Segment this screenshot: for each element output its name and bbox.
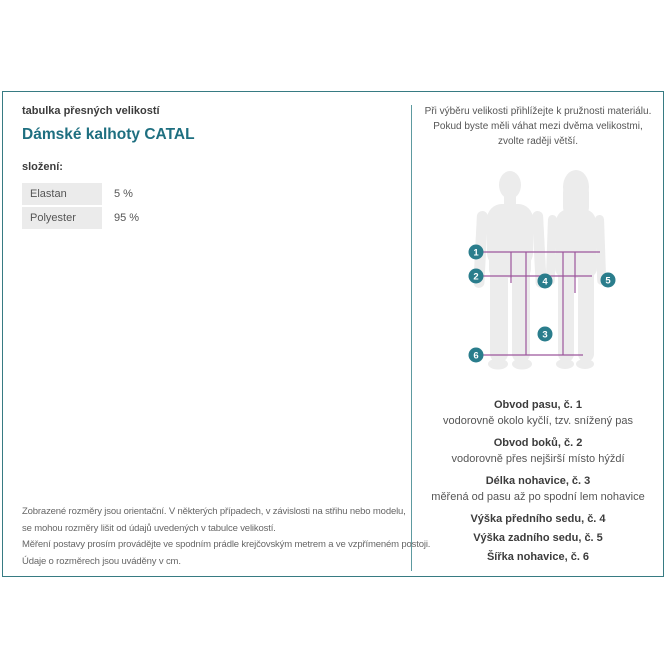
measurement-item <box>412 511 664 527</box>
marker-6 <box>469 348 484 363</box>
measurement-title: Výška zadního sedu, č. 5 <box>473 532 603 544</box>
measurement-item <box>412 530 664 546</box>
advice-line: Pokud byste měli váhat mezi dvěma velikostmi, <box>433 121 643 132</box>
svg-text:2: 2 <box>473 271 479 283</box>
disclaimer-line: se mohou rozměry lišit od údajů uvedených v tabulce velikostí. <box>22 522 276 534</box>
measurement-title: Obvod boků, č. 2 <box>493 437 583 449</box>
measurement-item <box>412 435 664 467</box>
svg-text:1: 1 <box>473 247 479 259</box>
product-title: Dámské kalhoty CATAL <box>22 126 195 143</box>
marker-1 <box>469 245 484 260</box>
advice-line: Při výběru velikosti přihlížejte k pružnosti materiálu. <box>424 106 652 117</box>
disclaimer-text <box>22 504 430 570</box>
composition-label: složení: <box>22 161 63 173</box>
svg-text:5: 5 <box>605 275 611 287</box>
table-row <box>22 207 139 229</box>
sizing-advice-text <box>412 104 664 149</box>
female-figure-silhouette <box>546 170 607 369</box>
svg-text:6: 6 <box>473 350 479 362</box>
measurement-title: Šířka nohavice, č. 6 <box>486 551 590 563</box>
measurement-descriptions <box>412 391 664 568</box>
measurement-title: Obvod pasu, č. 1 <box>493 399 583 411</box>
svg-text:3: 3 <box>542 329 548 341</box>
material-percent-cell: 95 % <box>114 212 140 224</box>
advice-line: zvolte raději větší. <box>497 136 579 147</box>
material-name-cell: Polyester <box>22 207 102 229</box>
composition-table <box>22 183 139 229</box>
material-percent-cell: 5 % <box>114 188 133 200</box>
material-name-cell: Elastan <box>22 183 102 205</box>
measurement-diagram <box>450 162 665 377</box>
marker-4 <box>538 274 553 289</box>
male-figure-silhouette <box>473 171 547 370</box>
measurement-description: měřená od pasu až po spodní lem nohavice <box>431 491 645 503</box>
measurement-title: Délka nohavice, č. 3 <box>485 475 591 487</box>
measurement-description: vodorovně přes nejširší místo hýždí <box>451 453 625 465</box>
svg-text:4: 4 <box>542 276 548 288</box>
disclaimer-line: Měření postavy prosím provádějte ve spodním prádle krejčovským metrem a ve vzpřímeném postoji. <box>22 539 431 550</box>
table-subtitle: tabulka přesných velikostí <box>22 105 160 117</box>
measurement-description: vodorovně okolo kyčlí, tzv. snížený pas <box>443 415 633 427</box>
marker-3 <box>538 327 553 342</box>
measurement-title: Výška předního sedu, č. 4 <box>470 513 606 525</box>
disclaimer-line: Zobrazené rozměry jsou orientační. V některých případech, v závislosti na střihu nebo modelu, <box>22 506 406 517</box>
measurement-item <box>412 397 664 429</box>
marker-5 <box>601 273 616 288</box>
disclaimer-line: Údaje o rozměrech jsou uváděny v cm. <box>22 555 181 567</box>
table-row <box>22 183 139 205</box>
measurement-item <box>412 549 664 565</box>
measurement-item <box>412 473 664 505</box>
marker-2 <box>469 269 484 284</box>
